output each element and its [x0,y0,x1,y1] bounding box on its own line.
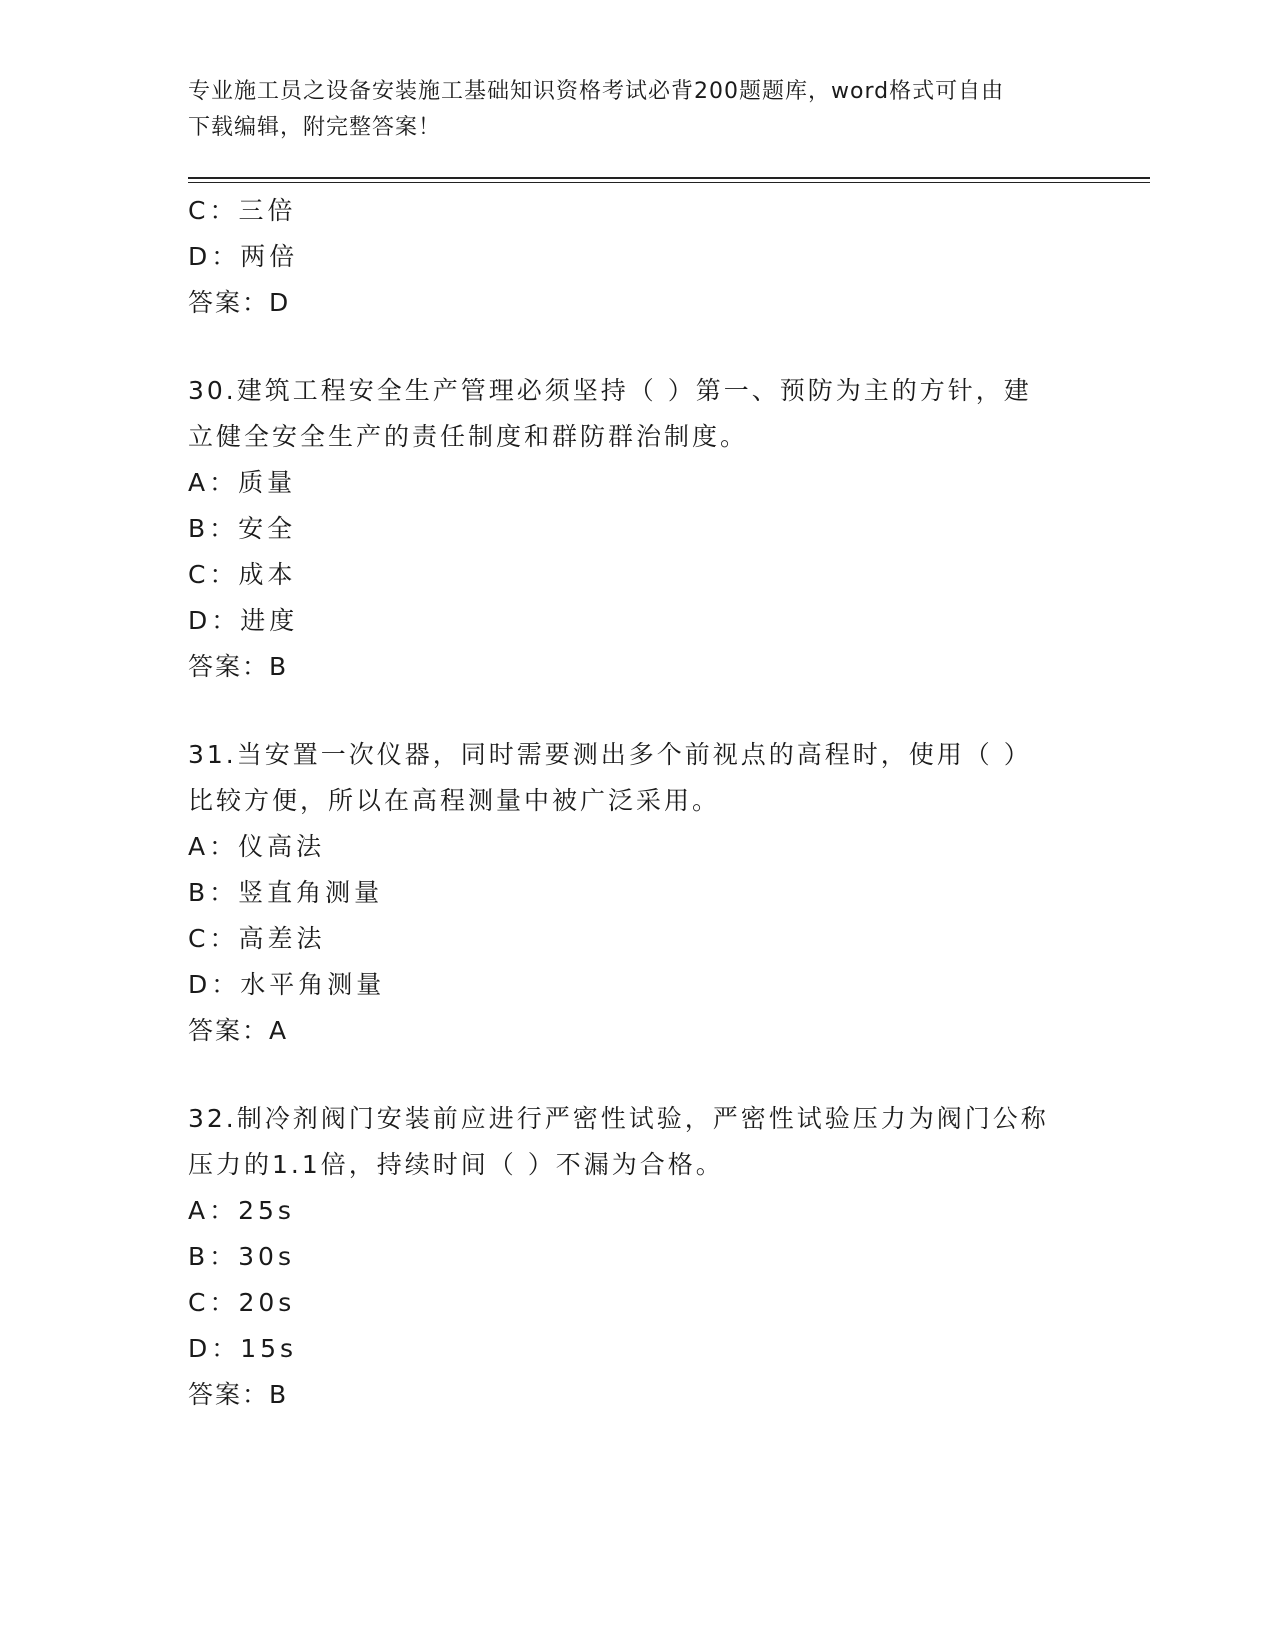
option-a: A：25s [188,1196,295,1225]
option-c: C：成本 [188,560,297,589]
question-text-line-1: 31.当安置一次仪器，同时需要测出多个前视点的高程时，使用（ ） [188,740,1032,769]
document-header [188,74,1068,146]
answer-line: 答案：D [188,288,291,317]
option-b: B：30s [188,1242,295,1271]
question-31 [188,732,1088,1054]
option-d: D：进度 [188,606,299,635]
option-c: C：三倍 [188,196,297,225]
header-divider-thin [188,182,1150,183]
question-text-line-2: 比较方便，所以在高程测量中被广泛采用。 [188,786,721,815]
question-32 [188,1096,1088,1418]
answer-line: 答案：B [188,652,289,681]
option-a: A：质量 [188,468,297,497]
option-d: D：水平角测量 [188,970,386,999]
header-title-line-1: 专业施工员之设备安装施工基础知识资格考试必背200题题库，word格式可自由 [188,79,1005,104]
option-b: B：竖直角测量 [188,878,384,907]
option-d: D：15s [188,1334,298,1363]
question-text-line-1: 30.建筑工程安全生产管理必须坚持（ ）第一、预防为主的方针，建 [188,376,1032,405]
option-c: C：20s [188,1288,296,1317]
option-c: C：高差法 [188,924,326,953]
answer-line: 答案：A [188,1016,289,1045]
question-30 [188,368,1088,690]
option-b: B：安全 [188,514,297,543]
option-d: D：两倍 [188,242,299,271]
question-text-line-1: 32.制冷剂阀门安装前应进行严密性试验，严密性试验压力为阀门公称 [188,1104,1049,1133]
header-title-line-2: 下载编辑，附完整答案！ [188,115,442,140]
question-content [188,188,1088,1418]
question-text-line-2: 立健全安全生产的责任制度和群防群治制度。 [188,422,749,451]
header-divider-thick [188,177,1150,179]
answer-line: 答案：B [188,1380,289,1409]
option-a: A：仪高法 [188,832,326,861]
partial-question-block [188,188,1088,326]
question-text-line-2: 压力的1.1倍，持续时间（ ）不漏为合格。 [188,1150,724,1179]
